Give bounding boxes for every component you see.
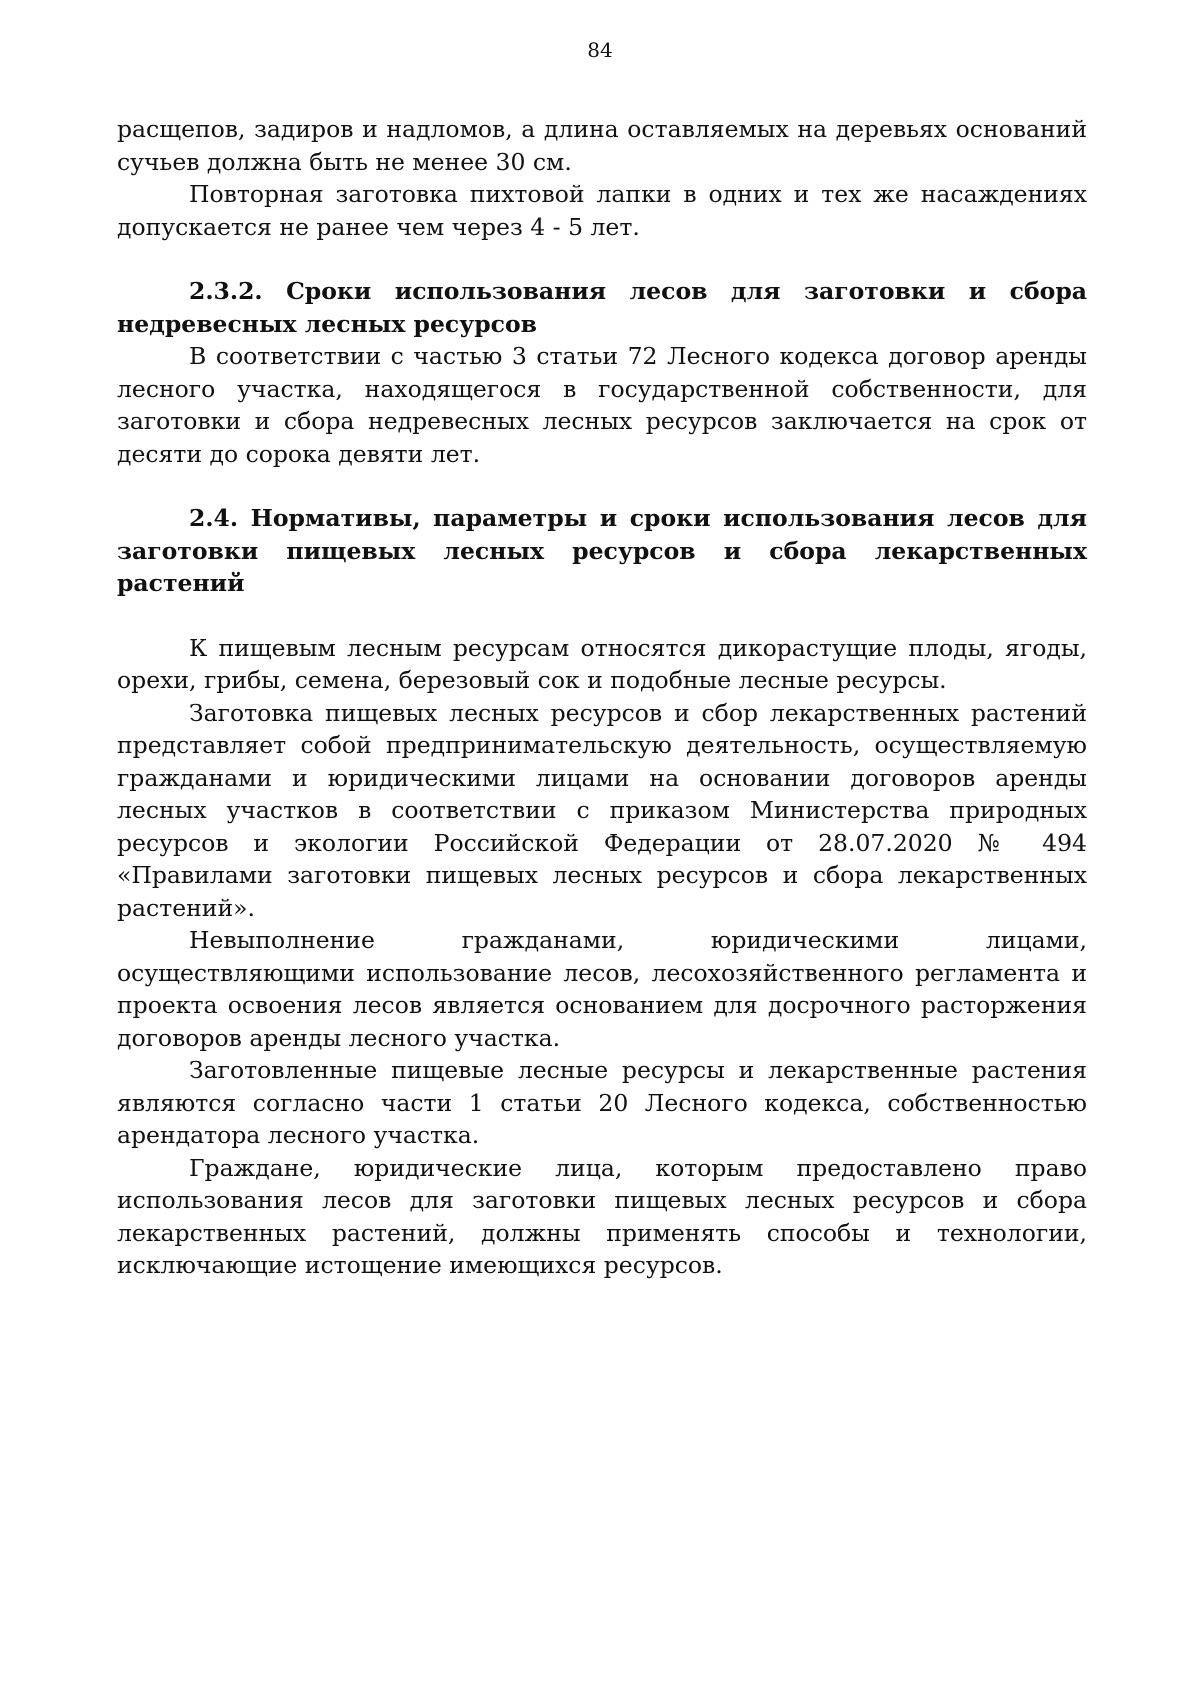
paragraph-non-compliance: Невыполнение гражданами, юридическими лицами, осуществляющими использование лесов, лесохозяйственного регламента и проекта освоения лесов является основанием для досрочного расторжения договоров аренды лесного участка.: [117, 926, 1087, 1052]
page-number: 84: [587, 38, 613, 62]
paragraph-harvesting-activity: Заготовка пищевых лесных ресурсов и сбор лекарственных растений представляет собой предпринимательскую деятельность, осуществляемую гражданами и юридическими лицами на основании договоров аренды лесных участков в соответствии с приказом Министерства природных ресурсов и экологии Российской Федерации от 28.07.2020 № 494 «Правилами заготовки пищевых лесных ресурсов и сбора лекарственных растений».: [117, 698, 1087, 922]
paragraph-lease-term: В соответствии с частью 3 статьи 72 Лесного кодекса договор аренды лесного участка, находящегося в государственной собственности, для заготовки и сбора недревесных лесных ресурсов заключается на срок от десяти до сорока девяти лет.: [117, 342, 1087, 468]
paragraph-repeat-harvest: Повторная заготовка пихтовой лапки в одних и тех же насаждениях допускается не ранее чем через 4 - 5 лет.: [117, 180, 1087, 241]
paragraph-sustainability: Граждане, юридические лица, которым предоставлено право использования лесов для заготовки пищевых лесных ресурсов и сбора лекарственных растений, должны применять способы и технологии, исключающие истощение имеющихся ресурсов.: [117, 1153, 1087, 1279]
document-body: [117, 113, 1087, 1282]
section-heading-2-4: 2.4. Нормативы, параметры и сроки использования лесов для заготовки пищевых лесных ресурсов и сбора лекарственных растений: [117, 504, 1087, 597]
paragraph-ownership: Заготовленные пищевые лесные ресурсы и лекарственные растения являются согласно части 1 статьи 20 Лесного кодекса, собственностью арендатора лесного участка.: [117, 1056, 1087, 1149]
paragraph-continuation: расщепов, задиров и надломов, а длина оставляемых на деревьях оснований сучьев должна быть не менее 30 см.: [117, 115, 1087, 176]
paragraph-food-resources: К пищевым лесным ресурсам относятся дикорастущие плоды, ягоды, орехи, грибы, семена, березовый сок и подобные лесные ресурсы.: [117, 633, 1087, 694]
section-heading-2-3-2: 2.3.2. Сроки использования лесов для заготовки и сбора недревесных лесных ресурсов: [117, 277, 1087, 338]
